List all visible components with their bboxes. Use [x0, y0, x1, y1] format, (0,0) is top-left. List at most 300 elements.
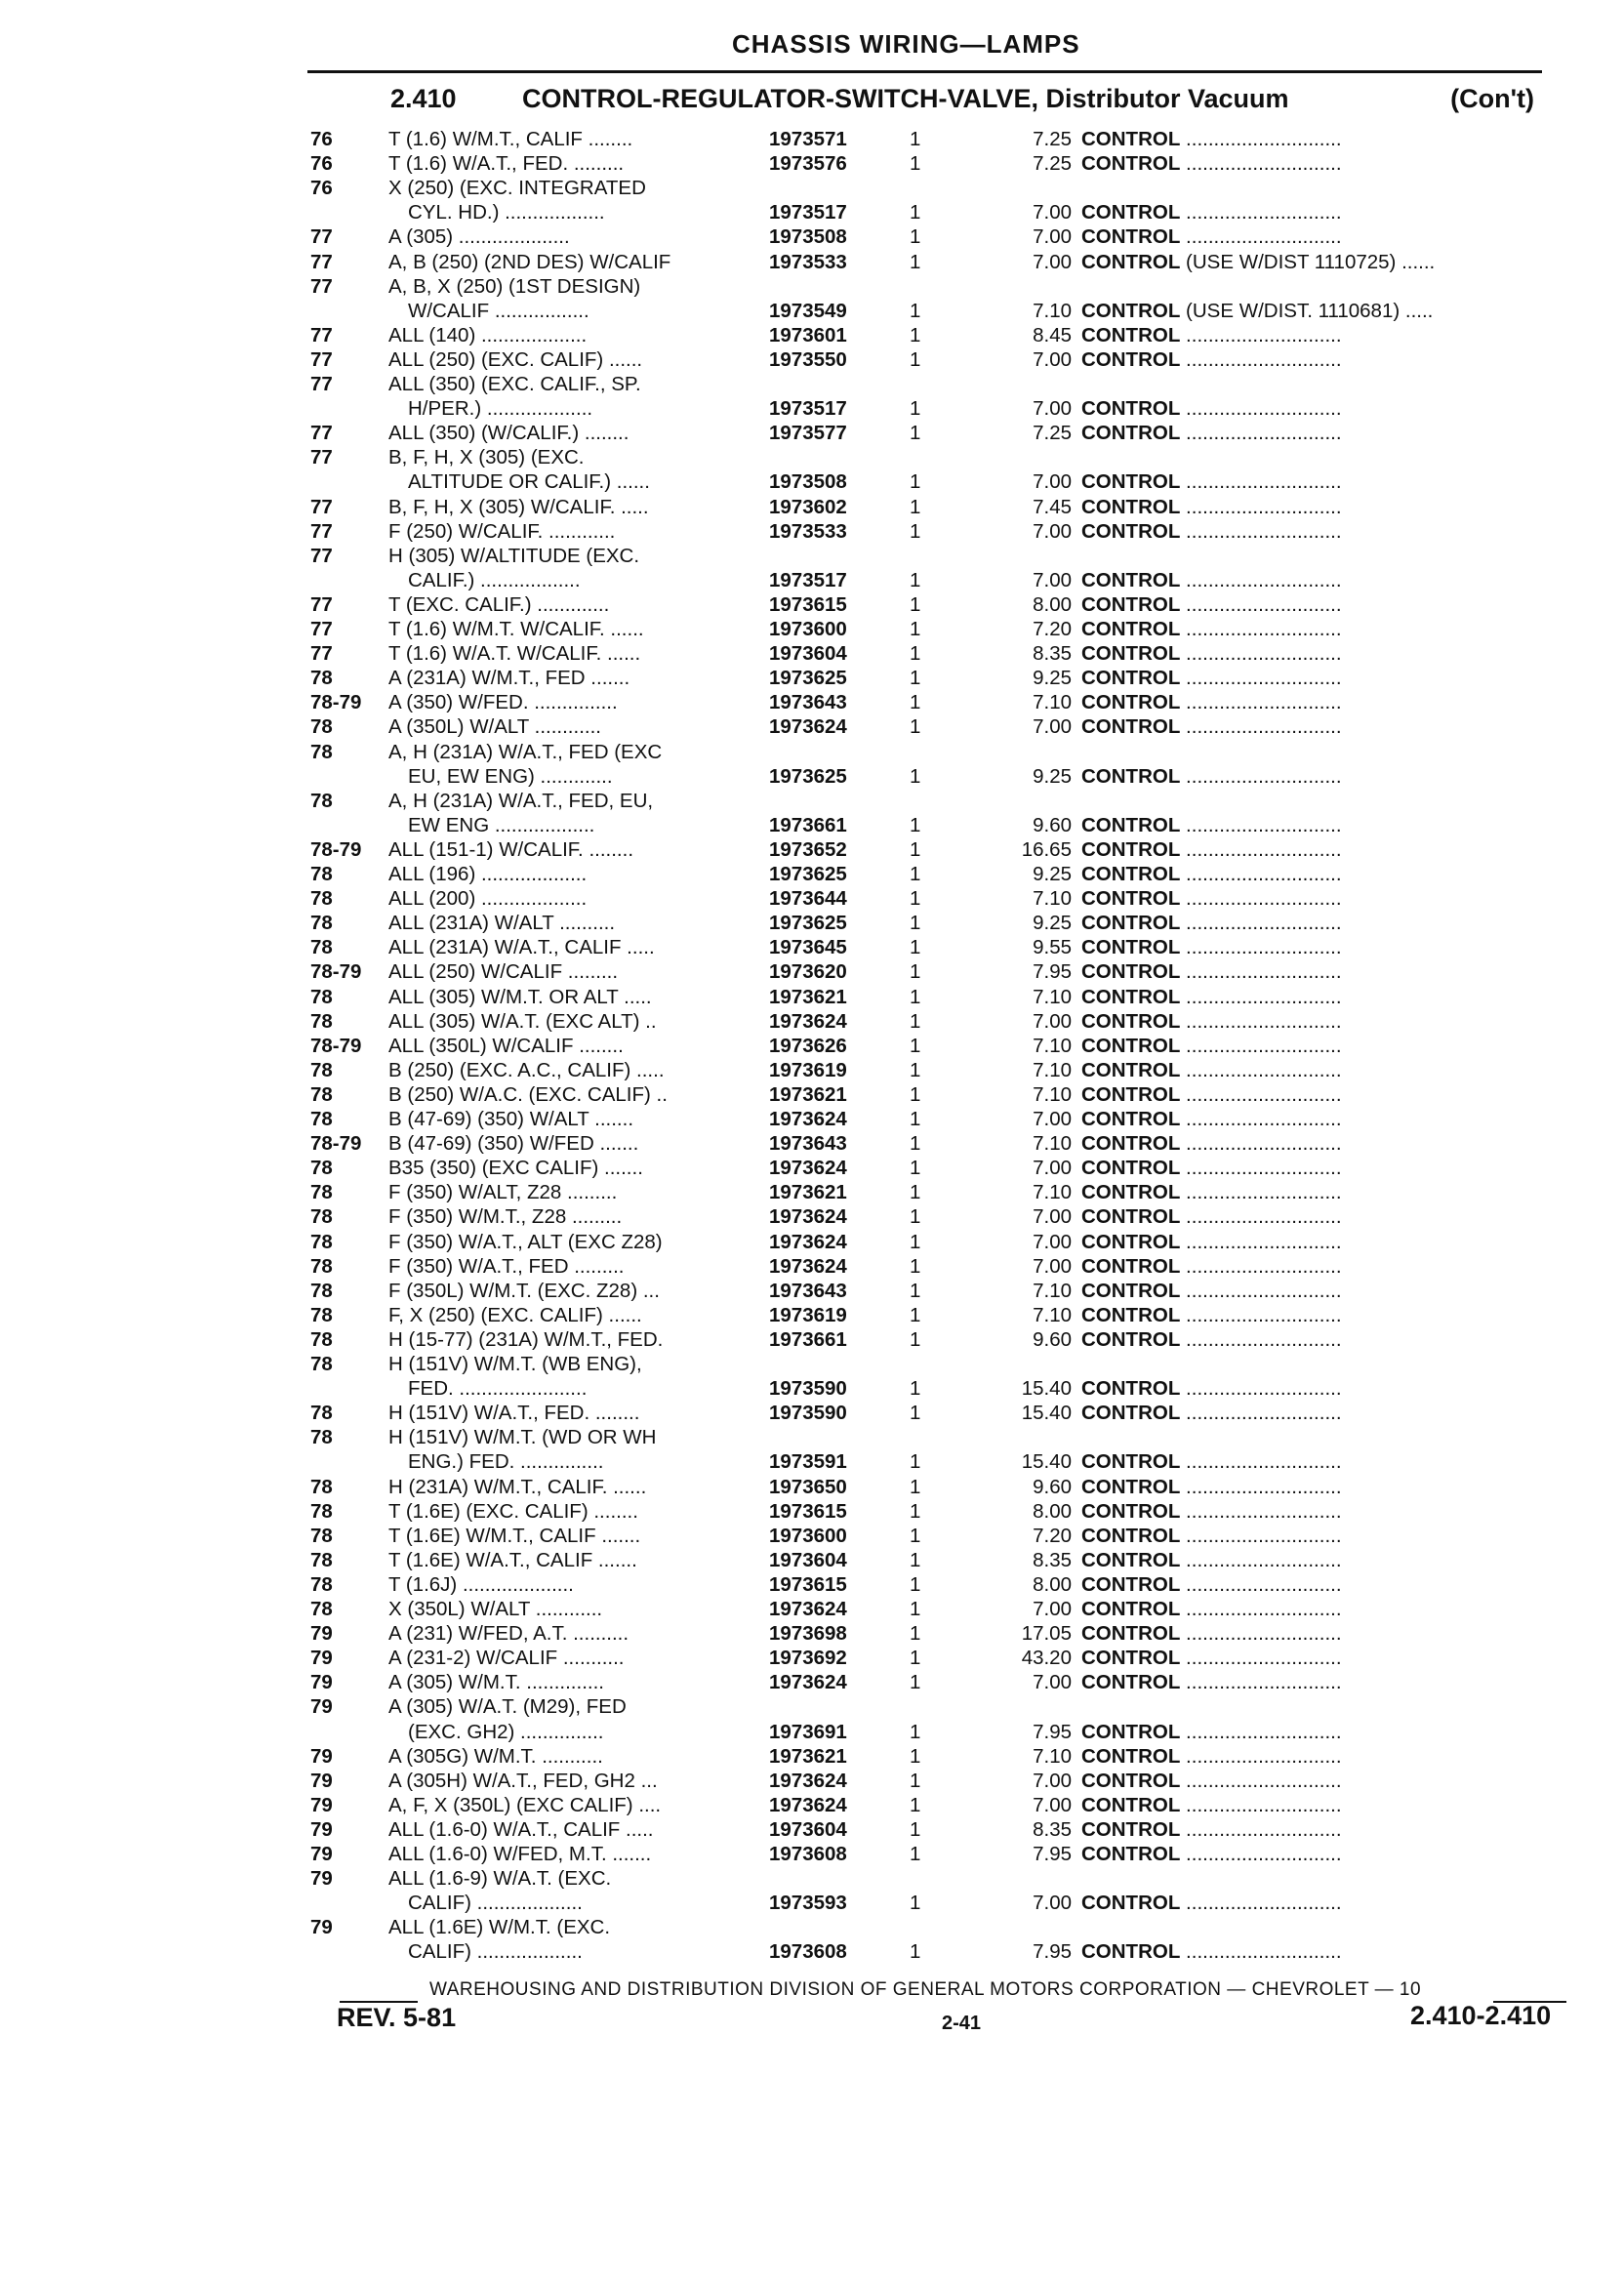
table-row — [310, 1793, 1579, 1817]
description-cell: B (47-69) (350) W/ALT ....... — [388, 1108, 634, 1130]
part-number-cell: 1973624 — [769, 1108, 847, 1130]
part-number-cell: 1973625 — [769, 667, 847, 690]
part-name: CONTROL — [1081, 299, 1181, 322]
part-name: CONTROL — [1081, 960, 1181, 984]
quantity-cell: 1 — [910, 1108, 921, 1130]
year-cell: 78 — [310, 1157, 333, 1180]
price-cell: 7.00 — [1033, 250, 1072, 273]
table-row — [310, 1572, 1579, 1597]
description-cell: ALL (250) (EXC. CALIF) ...... — [388, 347, 643, 371]
part-note: ............................ — [1180, 201, 1342, 224]
year-cell: 78 — [310, 863, 333, 885]
part-name-cell — [1081, 1548, 1589, 1572]
table-row — [310, 714, 1579, 739]
quantity-cell: 1 — [910, 1598, 921, 1620]
part-number-cell: 1973571 — [769, 128, 847, 150]
part-note: ............................ — [1180, 837, 1342, 861]
table-row — [310, 568, 1579, 592]
description-cell: B (250) W/A.C. (EXC. CALIF) .. — [388, 1082, 668, 1106]
price-cell: 8.00 — [1033, 1572, 1072, 1596]
quantity-cell: 1 — [910, 1843, 921, 1865]
quantity-cell: 1 — [910, 715, 921, 739]
year-cell: 78 — [310, 740, 333, 763]
part-name-cell — [1081, 1204, 1589, 1229]
quantity-cell: 1 — [910, 1327, 921, 1351]
description-cell: ALL (231A) W/ALT .......... — [388, 912, 616, 935]
description-cell: B, F, H, X (305) W/CALIF. ..... — [388, 495, 649, 518]
table-row — [310, 445, 1579, 469]
part-name: CONTROL — [1081, 1548, 1181, 1571]
part-number-cell: 1973624 — [769, 1769, 847, 1792]
part-note: ............................ — [1180, 592, 1342, 616]
description-cell: CALIF.) .................. — [408, 568, 581, 591]
part-name: CONTROL — [1081, 715, 1181, 739]
quantity-cell: 1 — [910, 323, 921, 346]
price-cell: 8.45 — [1033, 323, 1072, 346]
table-row — [310, 151, 1579, 176]
part-name-cell — [1081, 666, 1589, 690]
part-number-cell: 1973624 — [769, 1671, 847, 1694]
part-name: CONTROL — [1081, 1279, 1181, 1302]
part-note: ............................ — [1180, 1892, 1342, 1915]
part-name-cell — [1081, 1891, 1589, 1915]
part-note: ............................ — [1180, 1475, 1342, 1498]
price-cell: 7.20 — [1033, 1524, 1072, 1547]
part-name: CONTROL — [1081, 1598, 1181, 1620]
year-cell: 78 — [310, 1108, 333, 1130]
year-cell: 76 — [310, 128, 333, 150]
part-number-cell: 1973591 — [769, 1450, 847, 1474]
part-note: ............................ — [1180, 1034, 1342, 1057]
price-cell: 15.40 — [1021, 1450, 1072, 1474]
part-name-cell — [1081, 1327, 1589, 1352]
price-cell: 7.10 — [1033, 1058, 1072, 1081]
description-cell: B (250) (EXC. A.C., CALIF) ..... — [388, 1058, 665, 1081]
part-name: CONTROL — [1081, 1205, 1181, 1229]
year-cell: 78 — [310, 715, 333, 739]
part-name: CONTROL — [1081, 1132, 1181, 1156]
quantity-cell: 1 — [910, 1524, 921, 1547]
part-note: ............................ — [1180, 1205, 1342, 1229]
part-name: CONTROL — [1081, 618, 1181, 640]
part-name: CONTROL — [1081, 1499, 1181, 1523]
table-row — [310, 1107, 1579, 1131]
table-row — [310, 1817, 1579, 1842]
quantity-cell: 1 — [910, 495, 921, 518]
part-name: CONTROL — [1081, 592, 1181, 616]
quantity-cell: 1 — [910, 1548, 921, 1571]
quantity-cell: 1 — [910, 642, 921, 666]
part-note: ............................ — [1180, 691, 1342, 714]
part-name: CONTROL — [1081, 1157, 1181, 1180]
description-cell: F (350) W/A.T., ALT (EXC Z28) — [388, 1230, 663, 1253]
part-note: ............................ — [1180, 764, 1342, 788]
description-cell: A, H (231A) W/A.T., FED (EXC — [388, 740, 663, 763]
page-header: CHASSIS WIRING—LAMPS — [732, 29, 1080, 59]
table-row — [310, 764, 1579, 789]
part-name: CONTROL — [1081, 1058, 1181, 1081]
part-name-cell — [1081, 200, 1589, 224]
part-name: CONTROL — [1081, 1817, 1181, 1841]
year-cell: 79 — [310, 1817, 333, 1841]
part-name-cell — [1081, 690, 1589, 714]
part-name: CONTROL — [1081, 1475, 1181, 1498]
year-cell: 78 — [310, 936, 333, 959]
description-cell: H (151V) W/M.T. (WD OR WH — [388, 1426, 657, 1449]
part-name: CONTROL — [1081, 397, 1181, 421]
part-note: ............................ — [1180, 1572, 1342, 1596]
part-name: CONTROL — [1081, 1377, 1181, 1401]
quantity-cell: 1 — [910, 397, 921, 421]
part-number-cell: 1973577 — [769, 422, 847, 445]
part-name: CONTROL — [1081, 1843, 1181, 1865]
part-number-cell: 1973549 — [769, 299, 847, 322]
table-row — [310, 1621, 1579, 1646]
description-cell: FED. ....................... — [408, 1377, 588, 1401]
part-number-cell: 1973692 — [769, 1647, 847, 1670]
description-cell: ALL (1.6-0) W/FED, M.T. ....... — [388, 1843, 652, 1865]
price-cell: 9.60 — [1033, 1327, 1072, 1351]
quantity-cell: 1 — [910, 1671, 921, 1694]
table-row — [310, 299, 1579, 323]
part-note: (USE W/DIST. 1110681) ..... — [1180, 299, 1434, 322]
year-cell: 77 — [310, 495, 333, 518]
description-cell: H/PER.) ................... — [408, 397, 593, 421]
description-cell: ALL (350) (W/CALIF.) ........ — [388, 422, 629, 445]
part-name-cell — [1081, 151, 1589, 176]
part-number-cell: 1973604 — [769, 642, 847, 666]
price-cell: 7.00 — [1033, 225, 1072, 249]
part-number-cell: 1973593 — [769, 1892, 847, 1915]
part-note: ............................ — [1180, 667, 1342, 690]
part-note: ............................ — [1180, 960, 1342, 984]
part-name-cell — [1081, 1131, 1589, 1156]
table-row — [310, 1548, 1579, 1572]
year-cell: 77 — [310, 592, 333, 616]
part-number-cell: 1973608 — [769, 1940, 847, 1964]
revision-label: REV. 5-81 — [337, 2003, 457, 2032]
year-cell: 79 — [310, 1647, 333, 1670]
part-name-cell — [1081, 1082, 1589, 1107]
part-note: ............................ — [1180, 715, 1342, 739]
part-name-cell — [1081, 421, 1589, 445]
part-number-cell: 1973602 — [769, 495, 847, 518]
table-row — [310, 127, 1579, 151]
part-number-cell: 1973644 — [769, 887, 847, 911]
quantity-cell: 1 — [910, 837, 921, 861]
table-row — [310, 396, 1579, 421]
part-name-cell — [1081, 1475, 1589, 1499]
description-cell: ALL (140) ................... — [388, 323, 588, 346]
part-name: CONTROL — [1081, 863, 1181, 885]
year-cell: 78 — [310, 1327, 333, 1351]
part-number-cell: 1973645 — [769, 936, 847, 959]
table-row — [310, 935, 1579, 959]
part-number-cell: 1973517 — [769, 201, 847, 224]
quantity-cell: 1 — [910, 592, 921, 616]
part-name: CONTROL — [1081, 1671, 1181, 1694]
quantity-cell: 1 — [910, 422, 921, 445]
quantity-cell: 1 — [910, 1303, 921, 1326]
part-note: ............................ — [1180, 1181, 1342, 1204]
year-cell: 78-79 — [310, 691, 362, 714]
part-name: CONTROL — [1081, 1647, 1181, 1670]
year-cell: 77 — [310, 544, 333, 567]
quantity-cell: 1 — [910, 1622, 921, 1646]
quantity-cell: 1 — [910, 1279, 921, 1302]
description-cell: ALL (196) ................... — [388, 863, 588, 885]
table-row — [310, 740, 1579, 764]
price-cell: 7.00 — [1033, 201, 1072, 224]
description-cell: F (350L) W/M.T. (EXC. Z28) ... — [388, 1279, 660, 1302]
part-number-cell: 1973661 — [769, 1327, 847, 1351]
part-name: CONTROL — [1081, 1892, 1181, 1915]
part-name-cell — [1081, 1180, 1589, 1204]
part-name-cell — [1081, 813, 1589, 837]
description-cell: T (1.6) W/M.T., CALIF ........ — [388, 128, 633, 150]
table-row — [310, 224, 1579, 249]
description-cell: ALL (1.6-9) W/A.T. (EXC. — [388, 1867, 612, 1891]
description-cell: ALL (305) W/A.T. (EXC ALT) .. — [388, 1009, 657, 1033]
price-cell: 8.35 — [1033, 1548, 1072, 1571]
quantity-cell: 1 — [910, 667, 921, 690]
part-name-cell — [1081, 1254, 1589, 1279]
price-cell: 9.60 — [1033, 1475, 1072, 1498]
price-cell: 15.40 — [1021, 1377, 1072, 1401]
part-name: CONTROL — [1081, 1181, 1181, 1204]
part-name-cell — [1081, 299, 1589, 323]
description-cell: EW ENG .................. — [408, 813, 595, 836]
year-cell: 78 — [310, 1524, 333, 1547]
part-number-cell: 1973661 — [769, 813, 847, 836]
description-cell: T (1.6) W/A.T., FED. ......... — [388, 152, 625, 176]
part-note: ............................ — [1180, 1622, 1342, 1646]
table-row — [310, 1009, 1579, 1034]
part-note: ............................ — [1180, 347, 1342, 371]
quantity-cell: 1 — [910, 1769, 921, 1792]
description-cell: F (350) W/ALT, Z28 ......... — [388, 1181, 618, 1204]
part-name-cell — [1081, 1646, 1589, 1670]
table-row — [310, 1204, 1579, 1229]
table-row — [310, 1769, 1579, 1793]
quantity-cell: 1 — [910, 1157, 921, 1180]
part-name: CONTROL — [1081, 887, 1181, 911]
price-cell: 7.00 — [1033, 1793, 1072, 1816]
part-name: CONTROL — [1081, 1402, 1181, 1425]
part-name-cell — [1081, 1058, 1589, 1082]
part-name: CONTROL — [1081, 1009, 1181, 1033]
part-name-cell — [1081, 1499, 1589, 1524]
part-name-cell — [1081, 862, 1589, 886]
part-note: ............................ — [1180, 887, 1342, 911]
description-cell: T (1.6) W/M.T. W/CALIF. ...... — [388, 618, 644, 640]
part-name: CONTROL — [1081, 1769, 1181, 1792]
price-cell: 7.00 — [1033, 519, 1072, 543]
price-cell: 8.00 — [1033, 592, 1072, 616]
year-cell: 79 — [310, 1695, 333, 1719]
description-cell: H (15-77) (231A) W/M.T., FED. — [388, 1327, 664, 1351]
part-note: ............................ — [1180, 1377, 1342, 1401]
description-cell: B, F, H, X (305) (EXC. — [388, 446, 585, 469]
part-note: ............................ — [1180, 568, 1342, 591]
part-note: ............................ — [1180, 1548, 1342, 1571]
part-name: CONTROL — [1081, 1230, 1181, 1253]
quantity-cell: 1 — [910, 347, 921, 371]
table-row — [310, 1401, 1579, 1425]
price-cell: 8.35 — [1033, 1817, 1072, 1841]
part-note: ............................ — [1180, 1598, 1342, 1620]
year-cell: 78-79 — [310, 1034, 362, 1057]
part-note: ............................ — [1180, 422, 1342, 445]
table-row — [310, 1842, 1579, 1866]
price-cell: 7.00 — [1033, 1108, 1072, 1130]
price-cell: 7.25 — [1033, 152, 1072, 176]
part-name: CONTROL — [1081, 422, 1181, 445]
quantity-cell: 1 — [910, 470, 921, 494]
part-note: ............................ — [1180, 1940, 1342, 1964]
table-row — [310, 1597, 1579, 1621]
part-name-cell — [1081, 1107, 1589, 1131]
part-number-cell: 1973624 — [769, 1230, 847, 1253]
part-number-cell: 1973624 — [769, 1254, 847, 1278]
description-cell: (EXC. GH2) ............... — [408, 1720, 604, 1743]
quantity-cell: 1 — [910, 960, 921, 984]
description-cell: B (47-69) (350) W/FED ....... — [388, 1132, 639, 1156]
part-name: CONTROL — [1081, 1108, 1181, 1130]
year-cell: 78 — [310, 1181, 333, 1204]
year-cell: 77 — [310, 323, 333, 346]
description-cell: ALL (151-1) W/CALIF. ........ — [388, 837, 634, 861]
table-row — [310, 1499, 1579, 1524]
part-number-cell: 1973643 — [769, 1132, 847, 1156]
table-row — [310, 862, 1579, 886]
part-name-cell — [1081, 764, 1589, 789]
price-cell: 9.25 — [1033, 912, 1072, 935]
price-cell: 7.00 — [1033, 1205, 1072, 1229]
table-row — [310, 1891, 1579, 1915]
part-name-cell — [1081, 935, 1589, 959]
price-cell: 7.10 — [1033, 985, 1072, 1008]
year-cell: 78-79 — [310, 837, 362, 861]
table-row — [310, 1131, 1579, 1156]
quantity-cell: 1 — [910, 936, 921, 959]
part-name: CONTROL — [1081, 152, 1181, 176]
part-number-cell: 1973615 — [769, 1572, 847, 1596]
part-number-cell: 1973590 — [769, 1377, 847, 1401]
part-name-cell — [1081, 1303, 1589, 1327]
part-name-cell — [1081, 396, 1589, 421]
part-number-cell: 1973615 — [769, 592, 847, 616]
table-row — [310, 1279, 1579, 1303]
table-row — [310, 274, 1579, 299]
quantity-cell: 1 — [910, 1254, 921, 1278]
quantity-cell: 1 — [910, 1205, 921, 1229]
part-number-cell: 1973608 — [769, 1843, 847, 1865]
part-name: CONTROL — [1081, 1254, 1181, 1278]
quantity-cell: 1 — [910, 299, 921, 322]
part-number-cell: 1973533 — [769, 519, 847, 543]
table-row — [310, 323, 1579, 347]
year-cell: 79 — [310, 1793, 333, 1816]
price-cell: 9.55 — [1033, 936, 1072, 959]
year-cell: 78 — [310, 1402, 333, 1425]
quantity-cell: 1 — [910, 128, 921, 150]
footer-text: WAREHOUSING AND DISTRIBUTION DIVISION OF GENERAL MOTORS CORPORATION — CHEVROLET — 10 — [429, 1979, 1422, 2000]
part-number-cell: 1973601 — [769, 323, 847, 346]
quantity-cell: 1 — [910, 1744, 921, 1768]
year-cell: 77 — [310, 446, 333, 469]
part-name-cell — [1081, 1744, 1589, 1769]
price-cell: 7.95 — [1033, 1720, 1072, 1743]
part-note: ............................ — [1180, 1450, 1342, 1474]
section-continued: (Con't) — [1450, 84, 1534, 113]
description-cell: A (305G) W/M.T. ........... — [388, 1744, 603, 1768]
part-name-cell — [1081, 1376, 1589, 1401]
part-number-cell: 1973652 — [769, 837, 847, 861]
quantity-cell: 1 — [910, 985, 921, 1008]
part-name-cell — [1081, 837, 1589, 862]
part-name-cell — [1081, 1401, 1589, 1425]
part-note: ............................ — [1180, 936, 1342, 959]
description-cell: A (305) W/A.T. (M29), FED — [388, 1695, 627, 1719]
price-cell: 7.45 — [1033, 495, 1072, 518]
description-cell: A, B, X (250) (1ST DESIGN) — [388, 274, 641, 298]
year-cell: 79 — [310, 1622, 333, 1646]
part-name-cell — [1081, 1621, 1589, 1646]
price-cell: 16.65 — [1021, 837, 1072, 861]
part-name-cell — [1081, 1817, 1589, 1842]
table-row — [310, 1058, 1579, 1082]
part-name-cell — [1081, 1449, 1589, 1474]
part-name: CONTROL — [1081, 347, 1181, 371]
price-cell: 8.35 — [1033, 642, 1072, 666]
table-row — [310, 1646, 1579, 1670]
quantity-cell: 1 — [910, 1499, 921, 1523]
part-number-cell: 1973508 — [769, 225, 847, 249]
description-cell: T (1.6E) W/M.T., CALIF ....... — [388, 1524, 641, 1547]
description-cell: H (151V) W/A.T., FED. ........ — [388, 1402, 640, 1425]
table-row — [310, 1303, 1579, 1327]
part-note: ............................ — [1180, 642, 1342, 666]
table-row — [310, 959, 1579, 984]
part-note: ............................ — [1180, 1647, 1342, 1670]
part-name: CONTROL — [1081, 1034, 1181, 1057]
part-name: CONTROL — [1081, 1720, 1181, 1743]
description-cell: A (231) W/FED, A.T. .......... — [388, 1622, 629, 1646]
table-row — [310, 1376, 1579, 1401]
price-cell: 7.10 — [1033, 1279, 1072, 1302]
table-row — [310, 1475, 1579, 1499]
part-name: CONTROL — [1081, 691, 1181, 714]
part-name: CONTROL — [1081, 912, 1181, 935]
part-number-cell: 1973624 — [769, 715, 847, 739]
part-name: CONTROL — [1081, 1303, 1181, 1326]
year-cell: 79 — [310, 1671, 333, 1694]
price-cell: 7.95 — [1033, 1843, 1072, 1865]
table-row — [310, 886, 1579, 911]
quantity-cell: 1 — [910, 1402, 921, 1425]
description-cell: ALL (350) (EXC. CALIF., SP. — [388, 373, 641, 395]
section-range: 2.410-2.410 — [1410, 2001, 1552, 2030]
description-cell: CYL. HD.) .................. — [408, 201, 605, 224]
part-number-cell: 1973533 — [769, 250, 847, 273]
quantity-cell: 1 — [910, 1034, 921, 1057]
part-note: ............................ — [1180, 1058, 1342, 1081]
quantity-cell: 1 — [910, 887, 921, 911]
part-note: ............................ — [1180, 128, 1342, 150]
year-cell: 78 — [310, 789, 333, 812]
description-cell: F (350) W/M.T., Z28 ......... — [388, 1205, 623, 1229]
